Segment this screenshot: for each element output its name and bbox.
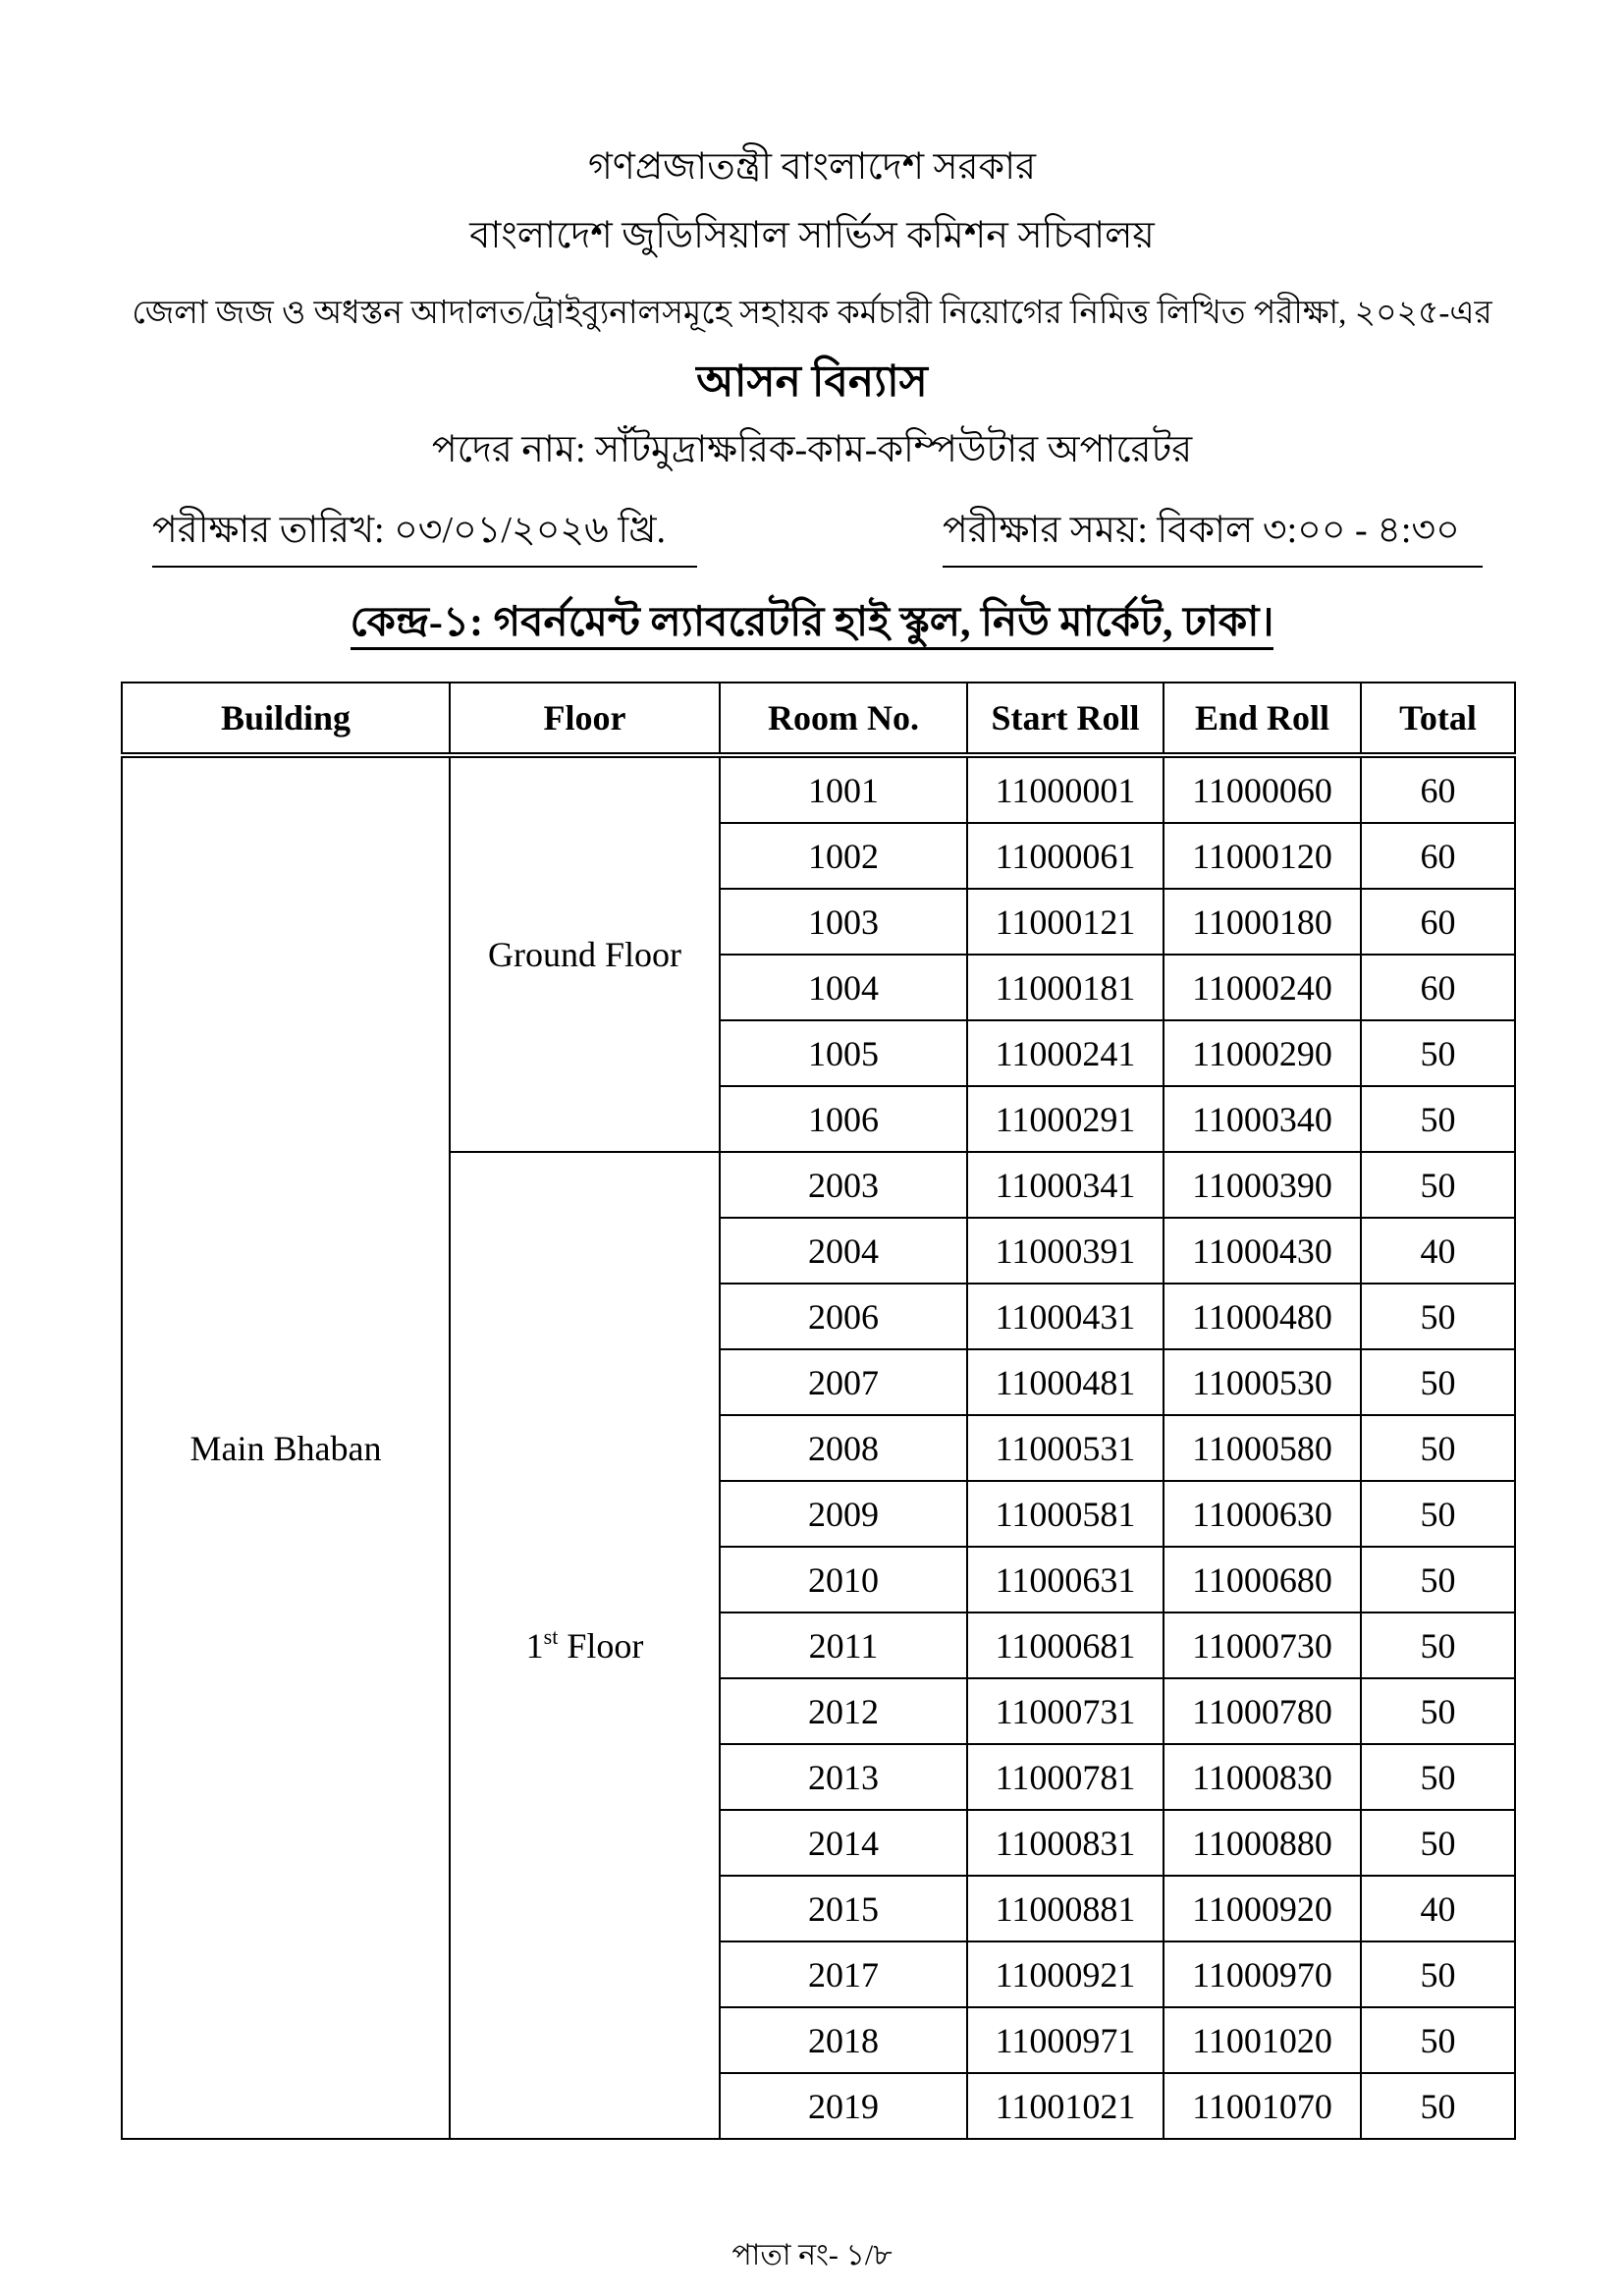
government-title: গণপ্রজাতন্ত্রী বাংলাদেশ সরকার bbox=[587, 146, 1037, 188]
room-no-cell: 1003 bbox=[720, 889, 967, 955]
start-roll-cell: 11000631 bbox=[967, 1547, 1164, 1613]
total-cell: 50 bbox=[1361, 1020, 1515, 1086]
room-no-cell: 2011 bbox=[720, 1613, 967, 1678]
room-no-cell: 2003 bbox=[720, 1152, 967, 1218]
total-cell: 50 bbox=[1361, 2007, 1515, 2073]
total-cell: 50 bbox=[1361, 1349, 1515, 1415]
total-cell: 50 bbox=[1361, 1678, 1515, 1744]
room-no-cell: 2010 bbox=[720, 1547, 967, 1613]
end-roll-cell: 11000340 bbox=[1164, 1086, 1361, 1152]
room-no-cell: 1002 bbox=[720, 823, 967, 889]
room-no-cell: 2006 bbox=[720, 1284, 967, 1349]
total-cell: 40 bbox=[1361, 1876, 1515, 1941]
start-roll-cell: 11001021 bbox=[967, 2073, 1164, 2139]
room-no-cell: 2004 bbox=[720, 1218, 967, 1284]
end-roll-cell: 11000290 bbox=[1164, 1020, 1361, 1086]
total-cell: 50 bbox=[1361, 1810, 1515, 1876]
start-roll-cell: 11000001 bbox=[967, 755, 1164, 823]
col-floor: Floor bbox=[450, 683, 720, 755]
total-cell: 50 bbox=[1361, 1415, 1515, 1481]
end-roll-cell: 11000240 bbox=[1164, 955, 1361, 1020]
end-roll-cell: 11000730 bbox=[1164, 1613, 1361, 1678]
commission-title: বাংলাদেশ জুডিসিয়াল সার্ভিস কমিশন সচিবালয় bbox=[469, 215, 1155, 256]
table-header-row bbox=[122, 683, 1515, 755]
end-roll-cell: 11000780 bbox=[1164, 1678, 1361, 1744]
total-cell: 60 bbox=[1361, 823, 1515, 889]
room-no-cell: 2013 bbox=[720, 1744, 967, 1810]
total-cell: 60 bbox=[1361, 755, 1515, 823]
start-roll-cell: 11000291 bbox=[967, 1086, 1164, 1152]
end-roll-cell: 11001020 bbox=[1164, 2007, 1361, 2073]
end-roll-cell: 11000060 bbox=[1164, 755, 1361, 823]
start-roll-cell: 11000971 bbox=[967, 2007, 1164, 2073]
table-body bbox=[122, 755, 1515, 2139]
exam-title: জেলা জজ ও অধস্তন আদালত/ট্রাইব্যুনালসমূহে সহায়ক কর্মচারী নিয়োগের নিমিত্ত লিখিত পরীক্ষা, ২০২৫-এর bbox=[132, 296, 1492, 331]
start-roll-cell: 11000241 bbox=[967, 1020, 1164, 1086]
room-no-cell: 1001 bbox=[720, 755, 967, 823]
col-total: Total bbox=[1361, 683, 1515, 755]
total-cell: 50 bbox=[1361, 1613, 1515, 1678]
total-cell: 50 bbox=[1361, 1547, 1515, 1613]
end-roll-cell: 11000830 bbox=[1164, 1744, 1361, 1810]
end-roll-cell: 11000480 bbox=[1164, 1284, 1361, 1349]
exam-time: পরীক্ষার সময়: বিকাল ৩:০০ - ৪:৩০ bbox=[943, 501, 1483, 568]
room-no-cell: 2019 bbox=[720, 2073, 967, 2139]
exam-center bbox=[0, 589, 1624, 659]
floor-label: Floor bbox=[558, 1625, 644, 1666]
start-roll-cell: 11000391 bbox=[967, 1218, 1164, 1284]
start-roll-cell: 11000121 bbox=[967, 889, 1164, 955]
end-roll-cell: 11001070 bbox=[1164, 2073, 1361, 2139]
room-no-cell: 2015 bbox=[720, 1876, 967, 1941]
end-roll-cell: 11000680 bbox=[1164, 1547, 1361, 1613]
total-cell: 50 bbox=[1361, 1152, 1515, 1218]
end-roll-cell: 11000580 bbox=[1164, 1415, 1361, 1481]
total-cell: 50 bbox=[1361, 1481, 1515, 1547]
start-roll-cell: 11000781 bbox=[967, 1744, 1164, 1810]
start-roll-cell: 11000921 bbox=[967, 1941, 1164, 2007]
col-start-roll: Start Roll bbox=[967, 683, 1164, 755]
room-no-cell: 2007 bbox=[720, 1349, 967, 1415]
room-no-cell: 1004 bbox=[720, 955, 967, 1020]
total-cell: 50 bbox=[1361, 1941, 1515, 2007]
building-cell: Main Bhaban bbox=[122, 755, 450, 2139]
room-no-cell: 2014 bbox=[720, 1810, 967, 1876]
post-name: পদের নাম: সাঁটমুদ্রাক্ষরিক-কাম-কম্পিউটার অপারেটর bbox=[431, 429, 1193, 470]
seat-layout-title: আসন বিন্যাস bbox=[696, 357, 928, 406]
seat-plan-table bbox=[121, 682, 1516, 2140]
start-roll-cell: 11000531 bbox=[967, 1415, 1164, 1481]
end-roll-cell: 11000390 bbox=[1164, 1152, 1361, 1218]
end-roll-cell: 11000430 bbox=[1164, 1218, 1361, 1284]
start-roll-cell: 11000881 bbox=[967, 1876, 1164, 1941]
table-row bbox=[122, 755, 1515, 823]
start-roll-cell: 11000581 bbox=[967, 1481, 1164, 1547]
end-roll-cell: 11000180 bbox=[1164, 889, 1361, 955]
start-roll-cell: 11000181 bbox=[967, 955, 1164, 1020]
room-no-cell: 1005 bbox=[720, 1020, 967, 1086]
end-roll-cell: 11000120 bbox=[1164, 823, 1361, 889]
floor-number: 1 bbox=[525, 1625, 544, 1666]
end-roll-cell: 11000530 bbox=[1164, 1349, 1361, 1415]
total-cell: 50 bbox=[1361, 2073, 1515, 2139]
total-cell: 50 bbox=[1361, 1284, 1515, 1349]
total-cell: 50 bbox=[1361, 1744, 1515, 1810]
col-building: Building bbox=[122, 683, 450, 755]
end-roll-cell: 11000920 bbox=[1164, 1876, 1361, 1941]
total-cell: 40 bbox=[1361, 1218, 1515, 1284]
start-roll-cell: 11000431 bbox=[967, 1284, 1164, 1349]
start-roll-cell: 11000061 bbox=[967, 823, 1164, 889]
room-no-cell: 2012 bbox=[720, 1678, 967, 1744]
room-no-cell: 2018 bbox=[720, 2007, 967, 2073]
room-no-cell: 1006 bbox=[720, 1086, 967, 1152]
exam-center-text: কেন্দ্র-১: গবর্নমেন্ট ল্যাবরেটরি হাই স্কুল, নিউ মার্কেট, ঢাকা। bbox=[351, 600, 1274, 650]
floor-cell: Ground Floor bbox=[450, 755, 720, 1152]
exam-date: পরীক্ষার তারিখ: ০৩/০১/২০২৬ খ্রি. bbox=[152, 501, 697, 568]
end-roll-cell: 11000630 bbox=[1164, 1481, 1361, 1547]
total-cell: 50 bbox=[1361, 1086, 1515, 1152]
end-roll-cell: 11000880 bbox=[1164, 1810, 1361, 1876]
end-roll-cell: 11000970 bbox=[1164, 1941, 1361, 2007]
col-end-roll: End Roll bbox=[1164, 683, 1361, 755]
total-cell: 60 bbox=[1361, 955, 1515, 1020]
room-no-cell: 2017 bbox=[720, 1941, 967, 2007]
total-cell: 60 bbox=[1361, 889, 1515, 955]
room-no-cell: 2009 bbox=[720, 1481, 967, 1547]
start-roll-cell: 11000341 bbox=[967, 1152, 1164, 1218]
start-roll-cell: 11000481 bbox=[967, 1349, 1164, 1415]
start-roll-cell: 11000731 bbox=[967, 1678, 1164, 1744]
floor-ordinal-suffix: st bbox=[543, 1623, 559, 1649]
room-no-cell: 2008 bbox=[720, 1415, 967, 1481]
floor-cell bbox=[450, 1152, 720, 2139]
start-roll-cell: 11000681 bbox=[967, 1613, 1164, 1678]
page-number: পাতা নং- ১/৮ bbox=[731, 2239, 893, 2271]
start-roll-cell: 11000831 bbox=[967, 1810, 1164, 1876]
col-room-no: Room No. bbox=[720, 683, 967, 755]
